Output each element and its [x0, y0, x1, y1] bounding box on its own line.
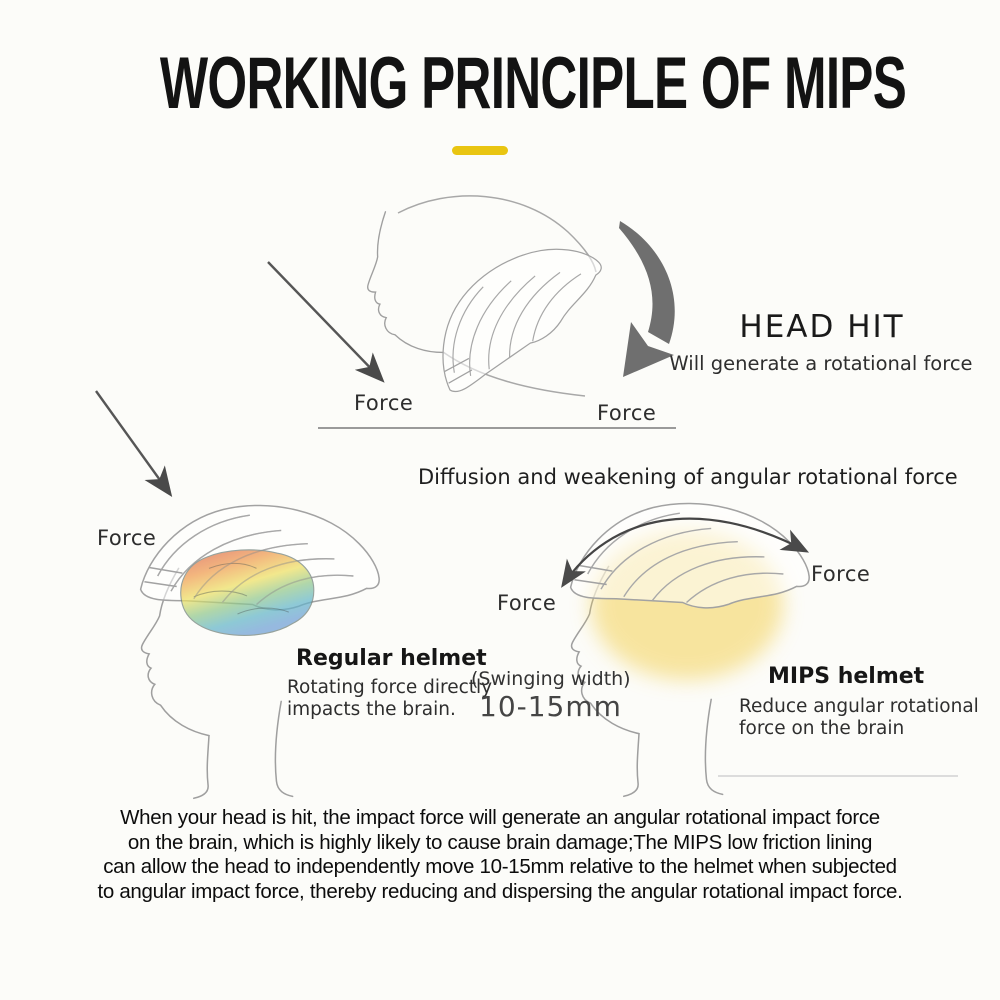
regular-helmet-desc-line1: Rotating force directly [287, 677, 493, 698]
face-profile [353, 206, 443, 365]
mips-helmet-description [739, 696, 979, 739]
paragraph-line-3: can allow the head to independently move 10-15mm relative to the helmet when subjected [103, 855, 897, 878]
paragraph-line-4: to angular impact force, thereby reducing and dispersing the angular rotational impact force. [97, 879, 903, 903]
force-label-rotation: Force [597, 401, 657, 425]
regular-helmet-title: Regular helmet [296, 646, 487, 671]
page-title [0, 42, 1000, 125]
regular-helmet-desc-line2: impacts the brain. [287, 698, 456, 720]
description-paragraph [0, 806, 1000, 904]
mips-helmet-desc-line1: Reduce angular rotational [739, 696, 979, 717]
rotational-force-arrow [619, 221, 675, 344]
force-label-regular: Force [97, 526, 157, 550]
regular-helmet-figure [96, 391, 379, 798]
paragraph-line-1: When your head is hit, the impact force will generate an angular rotational impact force [120, 806, 880, 829]
head-hit-subheading: Will generate a rotational force [669, 352, 973, 375]
neck-lines [194, 701, 293, 798]
regular-helmet-description [287, 677, 492, 720]
force-label-impact: Force [354, 391, 414, 415]
impact-force-arrow [268, 262, 382, 380]
mips-helmet-desc-line2: force on the brain [739, 717, 905, 739]
head-hit-heading: HEAD HIT [739, 309, 905, 345]
force-label-mips-right: Force [811, 562, 871, 586]
tilted-helmet [408, 215, 615, 403]
paragraph-line-2: on the brain, which is highly likely to cause brain damage;The MIPS low friction lining [127, 830, 873, 854]
swinging-width-label: (Swinging width) [471, 668, 631, 690]
falling-helmet-illustration [268, 196, 676, 428]
diffusion-caption: Diffusion and weakening of angular rotational force [418, 465, 958, 489]
impact-force-arrow-left [96, 391, 170, 494]
title-accent-underline [452, 146, 508, 155]
force-label-mips-left: Force [497, 591, 557, 615]
mips-helmet-title: MIPS helmet [768, 664, 925, 689]
neck-lines [624, 699, 723, 796]
page-title-text: WORKING PRINCIPLE OF MIPS [159, 43, 907, 124]
mips-helmet-figure [563, 503, 958, 796]
swinging-width-value: 10-15mm [479, 690, 622, 723]
